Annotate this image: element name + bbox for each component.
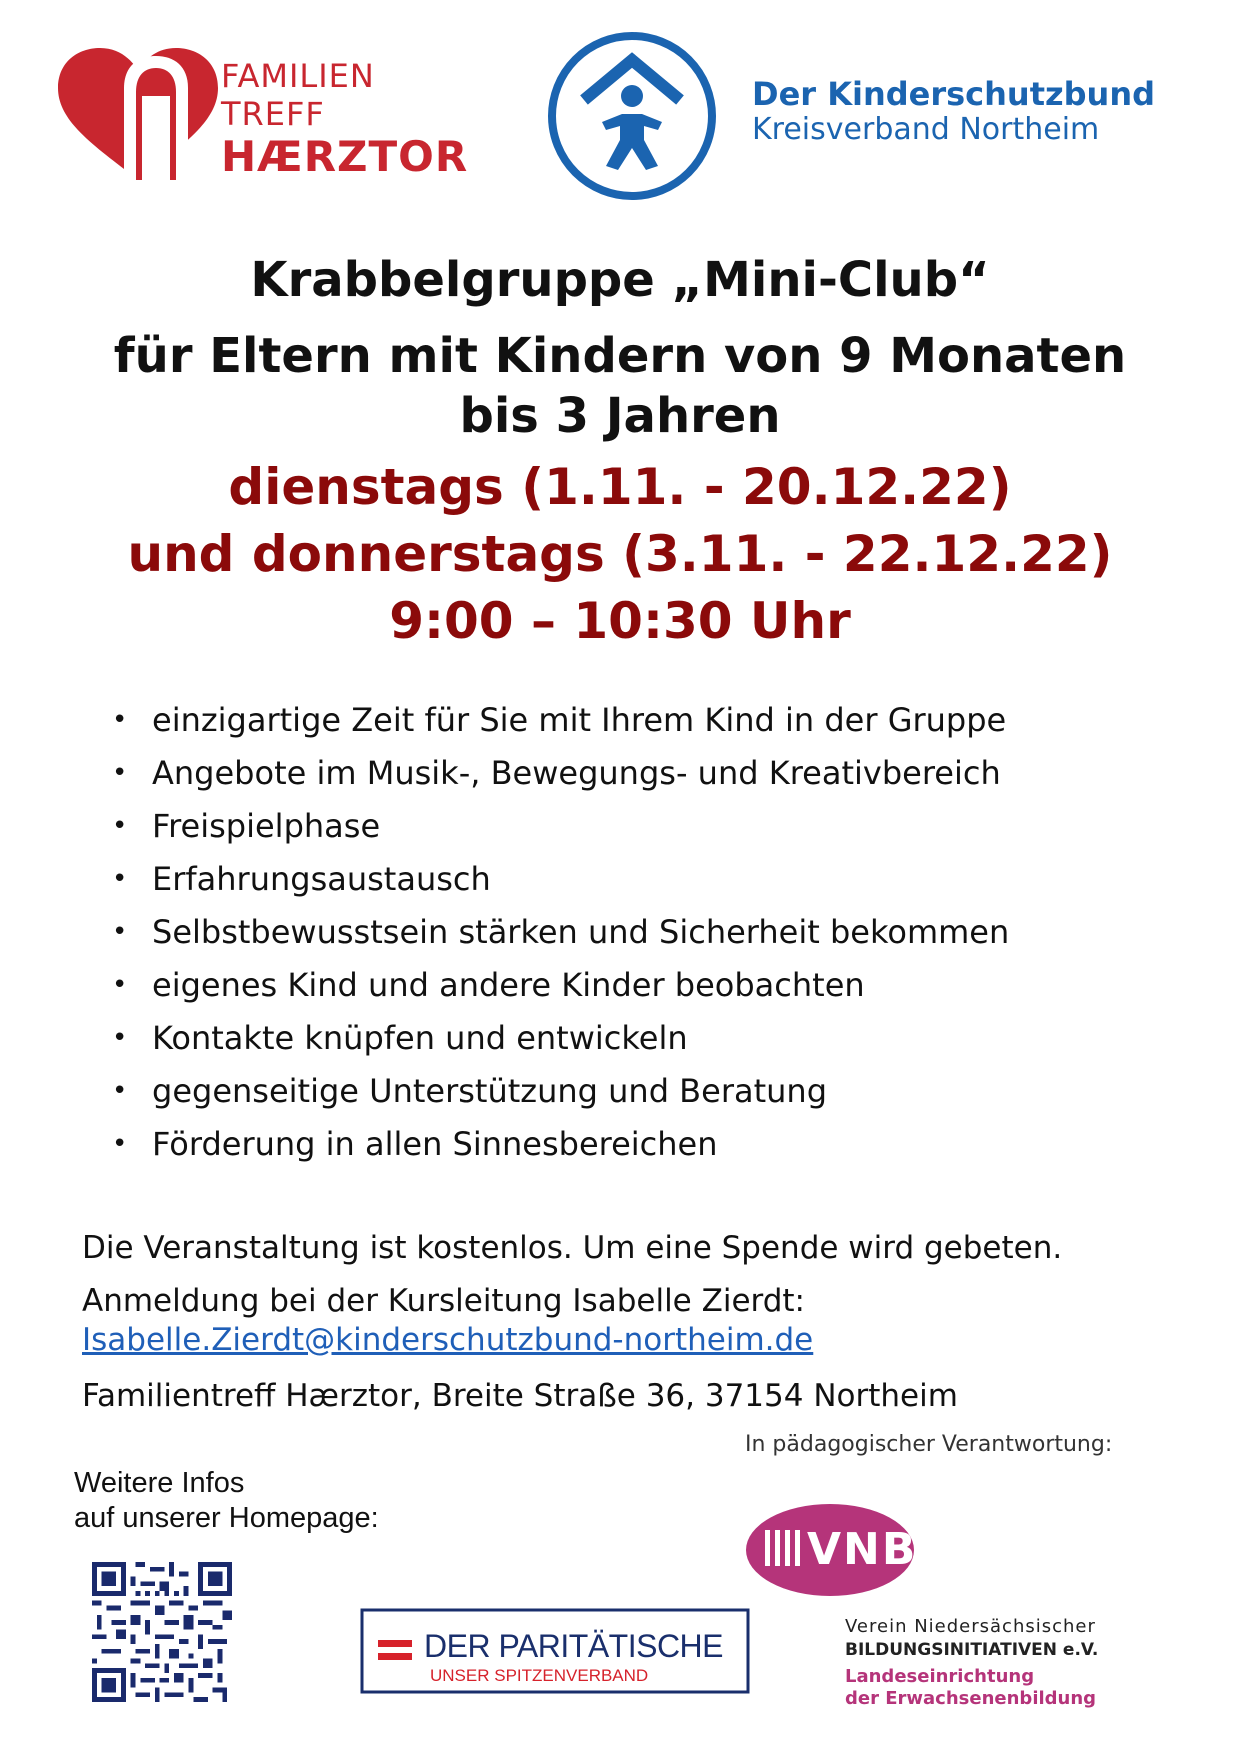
subtitle-line2: bis 3 Jahren — [459, 388, 781, 444]
haerztor-logo — [58, 48, 478, 188]
vnb-line3: Landeseinrichtung — [845, 1666, 1035, 1687]
paritaet-sub: UNSER SPITZENVERBAND — [430, 1666, 649, 1685]
paritaet-name: DER PARITÄTISCHE — [424, 1628, 723, 1664]
haerztor-line1: FAMILIEN — [221, 57, 375, 95]
kinderschutzbund-logo-text — [752, 76, 1155, 147]
list-item: • einzigartige Zeit für Sie mit Ihrem Kind in der Gruppe — [112, 694, 1009, 747]
ksb-name: Der Kinderschutzbund — [752, 75, 1155, 113]
paritaet-logo — [360, 1608, 750, 1694]
address-info: Familientreff Hærztor, Breite Straße 36, 37154 Northeim — [82, 1378, 958, 1414]
schedule-tuesday: dienstags (1.11. - 20.12.22) — [228, 458, 1012, 516]
schedule-time: 9:00 – 10:30 Uhr — [389, 592, 851, 650]
vnb-logo — [745, 1500, 1165, 1709]
list-item: • eigenes Kind und andere Kinder beobachten — [112, 959, 1009, 1012]
qr-code-icon[interactable] — [92, 1562, 232, 1702]
page-title: Krabbelgruppe „Mini-Club“ — [250, 252, 990, 308]
list-item: • gegenseitige Unterstützung und Beratung — [112, 1065, 1009, 1118]
cost-info: Die Veranstaltung ist kostenlos. Um eine Spende wird gebeten. — [82, 1230, 1063, 1266]
responsibility-label: In pädagogischer Verantwortung: — [745, 1432, 1113, 1457]
more-infos-line1: Weitere Infos — [74, 1467, 245, 1499]
haerztor-line3: HÆRZTOR — [221, 132, 469, 181]
list-item: • Freispielphase — [112, 800, 1009, 853]
registration-info: Anmeldung bei der Kursleitung Isabelle Zierdt: — [82, 1283, 806, 1319]
subtitle-line1: für Eltern mit Kindern von 9 Monaten — [113, 328, 1127, 384]
email-link[interactable]: Isabelle.Zierdt@kinderschutzbund-northeim.de — [82, 1322, 814, 1358]
ksb-sub: Kreisverband Northeim — [752, 111, 1100, 147]
list-item: • Kontakte knüpfen und entwickeln — [112, 1012, 1009, 1065]
feature-list — [112, 694, 1009, 1171]
kinderschutzbund-icon — [546, 30, 718, 202]
list-item: • Selbstbewusstsein stärken und Sicherheit bekommen — [112, 906, 1009, 959]
schedule-thursday: und donnerstags (3.11. - 22.12.22) — [127, 525, 1113, 583]
more-infos — [74, 1466, 379, 1536]
list-item: • Förderung in allen Sinnesbereichen — [112, 1118, 1009, 1171]
vnb-line4: der Erwachsenenbildung — [845, 1688, 1097, 1709]
list-item: • Angebote im Musik-, Bewegungs- und Kreativbereich — [112, 747, 1009, 800]
vnb-line1: Verein Niedersächsischer — [845, 1616, 1096, 1637]
vnb-abbr: VNB — [807, 1524, 918, 1575]
more-infos-line2: auf unserer Homepage: — [74, 1501, 379, 1534]
heart-door-icon — [58, 48, 218, 188]
haerztor-line2: TREFF — [221, 95, 325, 133]
vnb-line2: BILDUNGSINITIATIVEN e.V. — [845, 1640, 1099, 1660]
list-item: • Erfahrungsaustausch — [112, 853, 1009, 906]
